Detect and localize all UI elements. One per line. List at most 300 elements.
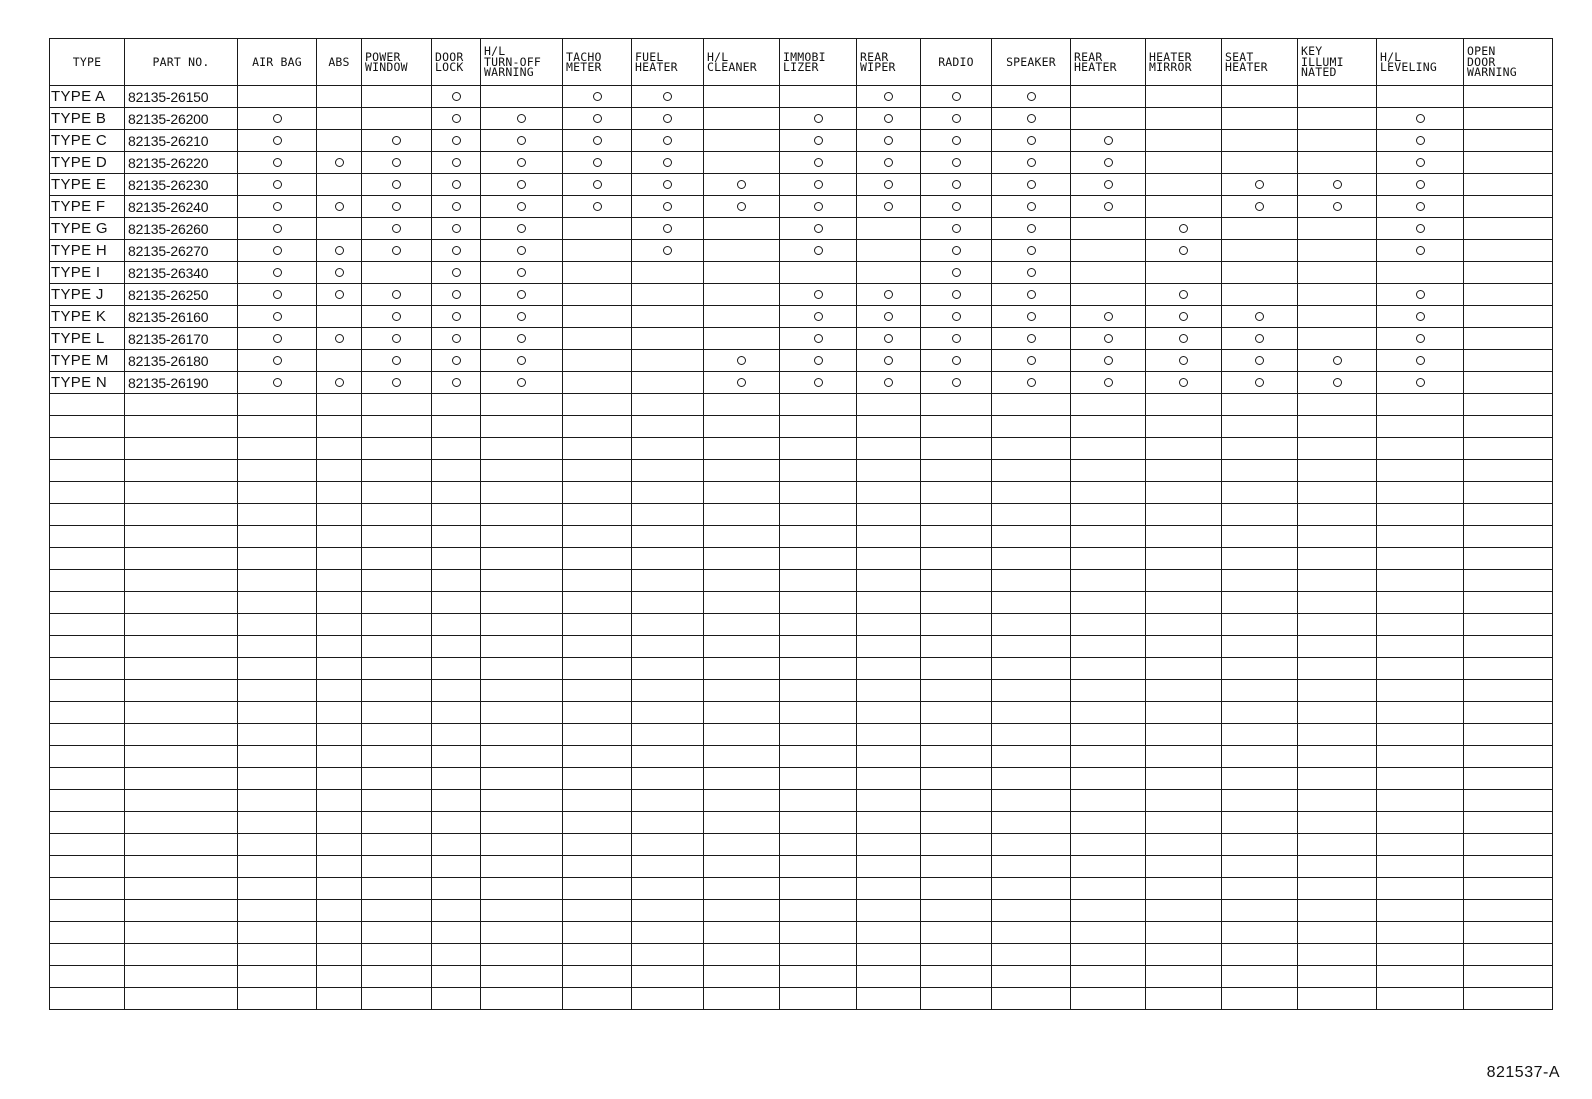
option-cell-heater-mirror	[1146, 284, 1222, 306]
blank-cell	[704, 526, 780, 548]
circle-mark-icon	[1255, 378, 1264, 387]
blank-row	[50, 680, 1553, 702]
blank-cell	[1146, 702, 1222, 724]
blank-cell	[238, 636, 317, 658]
blank-cell	[238, 834, 317, 856]
column-header-hl-cleaner: H/L CLEANER	[704, 39, 780, 86]
blank-cell	[992, 834, 1071, 856]
blank-cell	[1377, 724, 1464, 746]
blank-cell	[1222, 966, 1298, 988]
option-cell-hl-turn-off	[481, 196, 563, 218]
blank-cell	[857, 834, 921, 856]
option-cell-key-illuminated	[1298, 240, 1377, 262]
blank-row	[50, 504, 1553, 526]
blank-cell	[317, 482, 362, 504]
option-cell-key-illuminated	[1298, 284, 1377, 306]
blank-cell	[1298, 702, 1377, 724]
blank-cell	[317, 394, 362, 416]
option-cell-key-illuminated	[1298, 174, 1377, 196]
blank-cell	[1071, 856, 1146, 878]
blank-row	[50, 790, 1553, 812]
circle-mark-icon	[814, 158, 823, 167]
circle-mark-icon	[952, 356, 961, 365]
blank-cell	[1377, 900, 1464, 922]
type-cell: TYPE F	[50, 196, 125, 218]
blank-cell	[563, 680, 632, 702]
blank-cell	[481, 548, 563, 570]
circle-mark-icon	[1416, 246, 1425, 255]
option-cell-heater-mirror	[1146, 196, 1222, 218]
option-cell-hl-cleaner	[704, 174, 780, 196]
blank-cell	[238, 966, 317, 988]
blank-cell	[238, 592, 317, 614]
blank-row	[50, 548, 1553, 570]
column-header-open-door-warning: OPEN DOOR WARNING	[1464, 39, 1553, 86]
option-cell-power-window	[362, 218, 432, 240]
option-cell-power-window	[362, 350, 432, 372]
blank-cell	[632, 416, 704, 438]
type-cell: TYPE D	[50, 152, 125, 174]
blank-cell	[992, 702, 1071, 724]
circle-mark-icon	[814, 312, 823, 321]
circle-mark-icon	[1027, 114, 1036, 123]
part-number-cell: 82135-26230	[125, 174, 238, 196]
blank-cell	[704, 592, 780, 614]
circle-mark-icon	[452, 312, 461, 321]
blank-cell	[1146, 878, 1222, 900]
option-cell-heater-mirror	[1146, 240, 1222, 262]
blank-cell	[704, 944, 780, 966]
blank-cell	[563, 592, 632, 614]
blank-cell	[238, 944, 317, 966]
option-cell-door-lock	[432, 174, 481, 196]
circle-mark-icon	[452, 224, 461, 233]
blank-cell	[50, 636, 125, 658]
option-cell-seat-heater	[1222, 284, 1298, 306]
blank-cell	[1146, 812, 1222, 834]
blank-cell	[125, 548, 238, 570]
blank-cell	[921, 504, 992, 526]
blank-cell	[238, 416, 317, 438]
blank-cell	[362, 768, 432, 790]
option-cell-open-door-warning	[1464, 218, 1553, 240]
circle-mark-icon	[737, 180, 746, 189]
option-cell-fuel-heater	[632, 218, 704, 240]
blank-cell	[125, 438, 238, 460]
circle-mark-icon	[884, 356, 893, 365]
blank-row	[50, 966, 1553, 988]
circle-mark-icon	[1416, 180, 1425, 189]
blank-cell	[857, 988, 921, 1010]
blank-cell	[1298, 526, 1377, 548]
option-cell-fuel-heater	[632, 196, 704, 218]
blank-cell	[1071, 966, 1146, 988]
blank-cell	[317, 592, 362, 614]
blank-cell	[992, 504, 1071, 526]
circle-mark-icon	[814, 334, 823, 343]
blank-cell	[1146, 900, 1222, 922]
blank-cell	[563, 900, 632, 922]
blank-cell	[1377, 944, 1464, 966]
blank-cell	[992, 570, 1071, 592]
option-cell-heater-mirror	[1146, 262, 1222, 284]
option-cell-abs	[317, 108, 362, 130]
circle-mark-icon	[1333, 356, 1342, 365]
blank-cell	[238, 394, 317, 416]
column-header-rear-wiper: REAR WIPER	[857, 39, 921, 86]
blank-cell	[992, 460, 1071, 482]
option-cell-rear-wiper	[857, 350, 921, 372]
circle-mark-icon	[335, 290, 344, 299]
part-number-cell: 82135-26340	[125, 262, 238, 284]
option-cell-abs	[317, 350, 362, 372]
option-cell-tacho-meter	[563, 108, 632, 130]
blank-cell	[921, 702, 992, 724]
circle-mark-icon	[663, 246, 672, 255]
option-cell-key-illuminated	[1298, 86, 1377, 108]
circle-mark-icon	[517, 378, 526, 387]
blank-cell	[125, 394, 238, 416]
column-header-abs: ABS	[317, 39, 362, 86]
option-cell-speaker	[992, 218, 1071, 240]
option-cell-rear-heater	[1071, 108, 1146, 130]
blank-cell	[1377, 592, 1464, 614]
circle-mark-icon	[517, 114, 526, 123]
blank-cell	[1146, 988, 1222, 1010]
option-cell-air-bag	[238, 328, 317, 350]
blank-row	[50, 460, 1553, 482]
blank-cell	[238, 790, 317, 812]
circle-mark-icon	[663, 224, 672, 233]
option-cell-rear-heater	[1071, 262, 1146, 284]
option-cell-key-illuminated	[1298, 196, 1377, 218]
option-cell-rear-heater	[1071, 152, 1146, 174]
option-cell-fuel-heater	[632, 262, 704, 284]
blank-cell	[704, 988, 780, 1010]
circle-mark-icon	[1027, 246, 1036, 255]
blank-cell	[1377, 922, 1464, 944]
blank-cell	[50, 702, 125, 724]
blank-cell	[481, 922, 563, 944]
circle-mark-icon	[392, 312, 401, 321]
blank-cell	[362, 680, 432, 702]
table-row	[50, 328, 1553, 350]
circle-mark-icon	[593, 202, 602, 211]
option-cell-hl-cleaner	[704, 108, 780, 130]
blank-cell	[563, 988, 632, 1010]
option-cell-air-bag	[238, 284, 317, 306]
blank-row	[50, 768, 1553, 790]
blank-cell	[780, 482, 857, 504]
blank-cell	[125, 988, 238, 1010]
blank-cell	[857, 944, 921, 966]
blank-cell	[992, 878, 1071, 900]
circle-mark-icon	[593, 180, 602, 189]
option-cell-seat-heater	[1222, 350, 1298, 372]
blank-cell	[432, 680, 481, 702]
option-cell-power-window	[362, 262, 432, 284]
blank-cell	[1377, 966, 1464, 988]
blank-cell	[238, 878, 317, 900]
option-cell-fuel-heater	[632, 284, 704, 306]
blank-cell	[704, 482, 780, 504]
blank-cell	[857, 790, 921, 812]
circle-mark-icon	[1255, 180, 1264, 189]
circle-mark-icon	[1027, 312, 1036, 321]
circle-mark-icon	[737, 378, 746, 387]
option-cell-tacho-meter	[563, 372, 632, 394]
blank-cell	[432, 966, 481, 988]
blank-cell	[921, 526, 992, 548]
option-cell-tacho-meter	[563, 328, 632, 350]
blank-cell	[1222, 416, 1298, 438]
blank-cell	[563, 526, 632, 548]
blank-row	[50, 636, 1553, 658]
blank-cell	[1464, 636, 1553, 658]
blank-cell	[50, 680, 125, 702]
blank-cell	[362, 724, 432, 746]
blank-cell	[1464, 702, 1553, 724]
circle-mark-icon	[884, 378, 893, 387]
blank-cell	[1146, 658, 1222, 680]
option-cell-heater-mirror	[1146, 372, 1222, 394]
circle-mark-icon	[884, 136, 893, 145]
option-cell-tacho-meter	[563, 196, 632, 218]
circle-mark-icon	[273, 290, 282, 299]
blank-cell	[362, 856, 432, 878]
option-cell-immobilizer	[780, 86, 857, 108]
option-cell-rear-wiper	[857, 196, 921, 218]
blank-cell	[632, 482, 704, 504]
blank-cell	[1146, 636, 1222, 658]
circle-mark-icon	[663, 114, 672, 123]
circle-mark-icon	[1255, 356, 1264, 365]
option-cell-rear-wiper	[857, 108, 921, 130]
blank-cell	[50, 724, 125, 746]
option-cell-fuel-heater	[632, 328, 704, 350]
circle-mark-icon	[1179, 378, 1188, 387]
option-cell-door-lock	[432, 328, 481, 350]
blank-cell	[921, 834, 992, 856]
blank-cell	[1146, 768, 1222, 790]
blank-cell	[1298, 746, 1377, 768]
blank-cell	[125, 482, 238, 504]
option-cell-hl-turn-off	[481, 86, 563, 108]
option-cell-door-lock	[432, 262, 481, 284]
blank-cell	[857, 394, 921, 416]
blank-cell	[317, 460, 362, 482]
option-cell-hl-turn-off	[481, 284, 563, 306]
column-header-speaker: SPEAKER	[992, 39, 1071, 86]
circle-mark-icon	[452, 92, 461, 101]
type-cell: TYPE J	[50, 284, 125, 306]
blank-cell	[1377, 790, 1464, 812]
table-header-row	[50, 39, 1553, 86]
blank-cell	[50, 746, 125, 768]
blank-cell	[238, 746, 317, 768]
circle-mark-icon	[884, 180, 893, 189]
blank-cell	[632, 944, 704, 966]
option-cell-door-lock	[432, 196, 481, 218]
blank-cell	[857, 900, 921, 922]
option-cell-speaker	[992, 196, 1071, 218]
circle-mark-icon	[392, 180, 401, 189]
option-cell-fuel-heater	[632, 240, 704, 262]
blank-row	[50, 482, 1553, 504]
option-cell-seat-heater	[1222, 130, 1298, 152]
blank-cell	[481, 724, 563, 746]
blank-cell	[362, 702, 432, 724]
circle-mark-icon	[1027, 180, 1036, 189]
blank-cell	[1377, 658, 1464, 680]
blank-cell	[1222, 592, 1298, 614]
blank-cell	[921, 724, 992, 746]
blank-cell	[780, 570, 857, 592]
option-cell-hl-leveling	[1377, 174, 1464, 196]
column-header-power-window: POWER WINDOW	[362, 39, 432, 86]
blank-cell	[1071, 878, 1146, 900]
blank-cell	[1298, 988, 1377, 1010]
option-cell-hl-turn-off	[481, 218, 563, 240]
part-number-cell: 82135-26220	[125, 152, 238, 174]
option-cell-air-bag	[238, 240, 317, 262]
blank-cell	[780, 548, 857, 570]
blank-cell	[125, 680, 238, 702]
blank-cell	[362, 460, 432, 482]
circle-mark-icon	[1104, 202, 1113, 211]
option-cell-seat-heater	[1222, 152, 1298, 174]
option-cell-tacho-meter	[563, 130, 632, 152]
blank-cell	[780, 504, 857, 526]
circle-mark-icon	[1027, 334, 1036, 343]
blank-cell	[921, 570, 992, 592]
option-cell-door-lock	[432, 86, 481, 108]
blank-cell	[992, 680, 1071, 702]
blank-cell	[481, 460, 563, 482]
column-header-type: TYPE	[50, 39, 125, 86]
option-cell-heater-mirror	[1146, 108, 1222, 130]
blank-cell	[921, 812, 992, 834]
option-cell-abs	[317, 130, 362, 152]
circle-mark-icon	[952, 92, 961, 101]
circle-mark-icon	[952, 334, 961, 343]
blank-cell	[1298, 944, 1377, 966]
blank-cell	[1298, 636, 1377, 658]
blank-cell	[125, 724, 238, 746]
option-cell-power-window	[362, 130, 432, 152]
blank-cell	[362, 504, 432, 526]
blank-cell	[362, 790, 432, 812]
blank-cell	[481, 702, 563, 724]
blank-cell	[481, 526, 563, 548]
option-cell-power-window	[362, 328, 432, 350]
blank-cell	[1298, 812, 1377, 834]
circle-mark-icon	[952, 378, 961, 387]
blank-cell	[1464, 790, 1553, 812]
blank-cell	[632, 900, 704, 922]
blank-cell	[481, 592, 563, 614]
blank-cell	[780, 724, 857, 746]
blank-cell	[632, 790, 704, 812]
blank-cell	[704, 746, 780, 768]
blank-cell	[992, 592, 1071, 614]
circle-mark-icon	[737, 202, 746, 211]
blank-cell	[780, 768, 857, 790]
option-cell-fuel-heater	[632, 372, 704, 394]
option-cell-door-lock	[432, 108, 481, 130]
option-cell-power-window	[362, 240, 432, 262]
option-cell-radio	[921, 262, 992, 284]
blank-cell	[1146, 416, 1222, 438]
blank-cell	[1464, 746, 1553, 768]
circle-mark-icon	[517, 202, 526, 211]
table-row	[50, 284, 1553, 306]
blank-cell	[992, 658, 1071, 680]
circle-mark-icon	[517, 312, 526, 321]
blank-cell	[1464, 966, 1553, 988]
blank-cell	[317, 812, 362, 834]
blank-cell	[563, 812, 632, 834]
circle-mark-icon	[392, 136, 401, 145]
blank-cell	[432, 482, 481, 504]
circle-mark-icon	[1416, 378, 1425, 387]
blank-cell	[238, 570, 317, 592]
circle-mark-icon	[593, 158, 602, 167]
option-cell-open-door-warning	[1464, 306, 1553, 328]
blank-cell	[1071, 614, 1146, 636]
circle-mark-icon	[517, 290, 526, 299]
circle-mark-icon	[273, 114, 282, 123]
column-header-heater-mirror: HEATER MIRROR	[1146, 39, 1222, 86]
blank-cell	[1464, 592, 1553, 614]
option-cell-tacho-meter	[563, 152, 632, 174]
blank-cell	[50, 504, 125, 526]
circle-mark-icon	[273, 356, 282, 365]
option-cell-hl-cleaner	[704, 328, 780, 350]
table-row	[50, 130, 1553, 152]
blank-cell	[921, 900, 992, 922]
option-cell-rear-heater	[1071, 130, 1146, 152]
blank-cell	[704, 878, 780, 900]
blank-cell	[1071, 922, 1146, 944]
blank-cell	[1146, 504, 1222, 526]
blank-cell	[632, 812, 704, 834]
option-cell-rear-wiper	[857, 306, 921, 328]
blank-cell	[432, 702, 481, 724]
blank-cell	[481, 570, 563, 592]
blank-cell	[432, 460, 481, 482]
blank-cell	[238, 460, 317, 482]
option-cell-abs	[317, 240, 362, 262]
blank-cell	[857, 614, 921, 636]
blank-cell	[1377, 504, 1464, 526]
blank-cell	[238, 504, 317, 526]
circle-mark-icon	[1179, 334, 1188, 343]
circle-mark-icon	[1104, 334, 1113, 343]
blank-cell	[125, 790, 238, 812]
option-cell-heater-mirror	[1146, 218, 1222, 240]
blank-cell	[857, 504, 921, 526]
blank-cell	[857, 636, 921, 658]
circle-mark-icon	[273, 224, 282, 233]
blank-cell	[632, 460, 704, 482]
blank-cell	[1222, 834, 1298, 856]
blank-cell	[1071, 526, 1146, 548]
circle-mark-icon	[273, 334, 282, 343]
blank-cell	[704, 504, 780, 526]
blank-cell	[238, 702, 317, 724]
blank-cell	[1222, 526, 1298, 548]
